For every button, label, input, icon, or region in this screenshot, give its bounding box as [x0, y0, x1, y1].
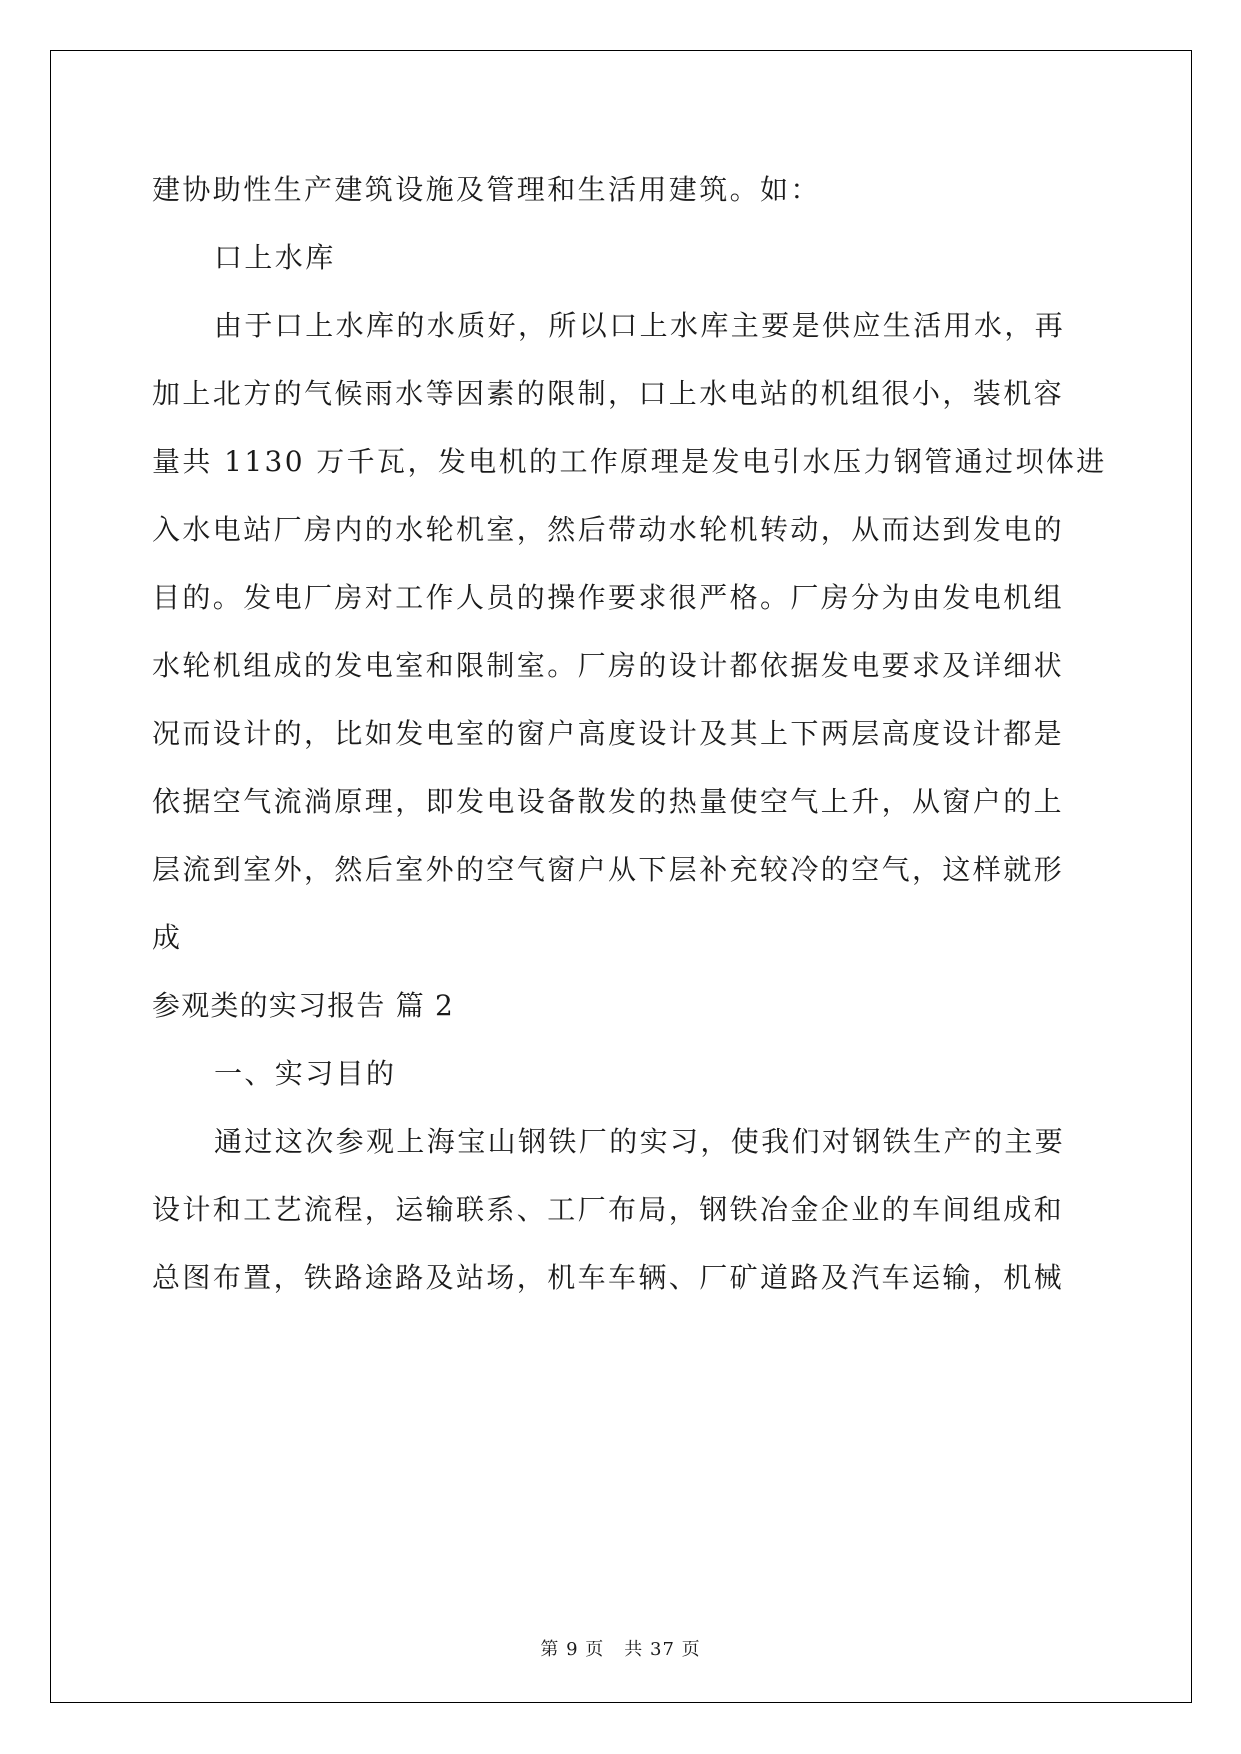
paragraph-line: 水轮机组成的发电室和限制室。厂房的设计都依据发电要求及详细状	[152, 649, 1065, 682]
paragraph-line: 况而设计的，比如发电室的窗户高度设计及其上下两层高度设计都是	[152, 717, 1065, 750]
text-line: 建协助性生产建筑设施及管理和生活用建筑。如：	[152, 173, 821, 206]
paragraph-line: 目的。发电厂房对工作人员的操作要求很严格。厂房分为由发电机组	[152, 581, 1065, 614]
paragraph-line: 量共 1130 万千瓦，发电机的工作原理是发电引水压力钢管通过坝体进	[152, 445, 1107, 478]
page-number: 第 9 页	[540, 1639, 605, 1660]
paragraph-line: 加上北方的气候雨水等因素的限制，口上水电站的机组很小，装机容	[152, 377, 1065, 410]
paragraph-line: 入水电站厂房内的水轮机室，然后带动水轮机转动，从而达到发电的	[152, 513, 1065, 546]
section-heading: 一、实习目的	[214, 1057, 397, 1090]
paragraph-line: 通过这次参观上海宝山钢铁厂的实习，使我们对钢铁生产的主要	[214, 1125, 1066, 1158]
section-heading: 口上水库	[214, 241, 336, 274]
page-footer	[0, 1635, 1241, 1661]
paragraph-line: 依据空气流淌原理，即发电设备散发的热量使空气上升，从窗户的上	[152, 785, 1065, 818]
paragraph-line: 设计和工艺流程，运输联系、工厂布局，钢铁冶金企业的车间组成和	[152, 1193, 1065, 1226]
paragraph-line: 总图布置，铁路途路及站场，机车车辆、厂矿道路及汽车运输，机械	[152, 1261, 1065, 1294]
page-total: 共 37 页	[624, 1639, 701, 1660]
report-title: 参观类的实习报告 篇 2	[152, 989, 455, 1022]
paragraph-line: 层流到室外，然后室外的空气窗户从下层补充较冷的空气，这样就形	[152, 853, 1065, 886]
paragraph-line: 成	[152, 921, 183, 954]
document-body	[152, 172, 1107, 1328]
paragraph-line: 由于口上水库的水质好，所以口上水库主要是供应生活用水，再	[214, 309, 1066, 342]
